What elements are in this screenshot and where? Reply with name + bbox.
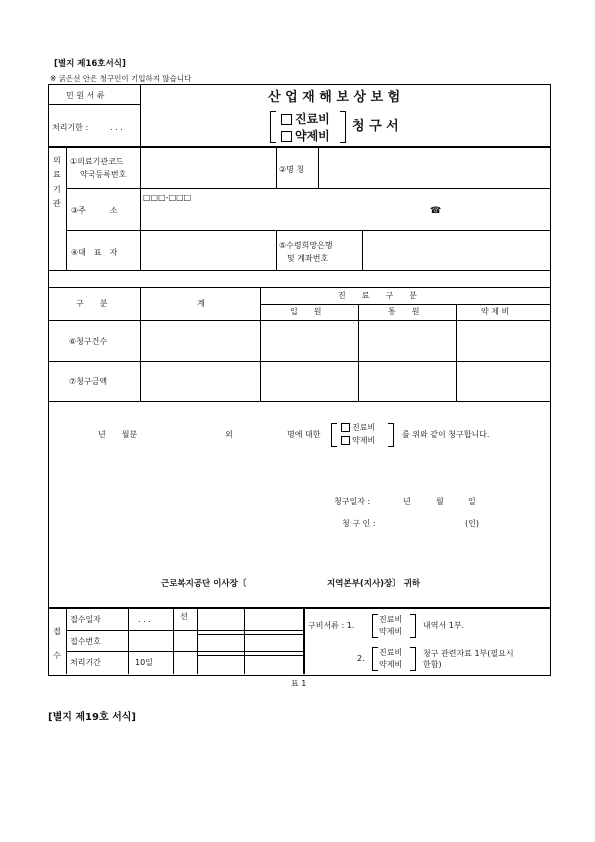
bank-label: ⑤수령희망은행 [279, 241, 333, 250]
row-claim-count: ⑥청구건수 [69, 337, 108, 346]
deadline-dots: . . . [110, 123, 123, 132]
count-outpatient-cell[interactable] [359, 321, 455, 360]
phone-icon: ☎ [430, 206, 442, 216]
representative-label: ④대 표 자 [71, 248, 118, 257]
amount-outpatient-cell[interactable] [359, 362, 455, 400]
next-form-heading: [별지 제19호 서식] [48, 712, 136, 723]
processing-period-label: 처리기간 [70, 658, 101, 667]
doc1-text: 내역서 1부. [423, 621, 465, 630]
bank-account-input[interactable] [363, 231, 549, 269]
required-docs-label: 구비서류 : 1. [308, 621, 355, 630]
claim-date-month: 월 [436, 497, 444, 506]
col-total: 계 [197, 299, 205, 308]
institution-side-label-3: 기 [53, 185, 61, 194]
checkbox-icon[interactable] [341, 436, 350, 445]
claim-date-day: 일 [468, 497, 476, 506]
amount-total-cell[interactable] [141, 362, 259, 400]
statement-suffix: 를 위와 같이 청구합니다. [402, 430, 490, 439]
instruction-note: ※ 굵은선 안은 청구인이 기입하지 않습니다 [50, 74, 192, 83]
addressee-president: 근로복지공단 이사장〔 [161, 579, 247, 589]
address-label: ③주 소 [71, 206, 118, 215]
doc2-text-2: 한함) [423, 660, 442, 669]
col-inpatient: 입 원 [290, 307, 322, 316]
deadline-label: 처리기한 : [52, 123, 89, 132]
col-category: 구 분 [76, 299, 108, 308]
name-input[interactable] [319, 147, 549, 187]
claimant-input[interactable] [392, 516, 462, 530]
col-pharmacy: 약 제 비 [481, 307, 510, 316]
processing-period-value: 10일 [135, 658, 153, 667]
route-line-label: 선 [180, 612, 188, 621]
reception-side-1: 접 [53, 627, 61, 636]
region-input[interactable] [262, 577, 322, 590]
addressee-branch: 지역본부(지사)장〕 귀하 [327, 579, 421, 589]
statement-option-pharmacy[interactable]: 약제비 [341, 435, 375, 446]
institution-side-label-4: 관 [53, 199, 61, 208]
row-claim-amount: ⑦청구금액 [69, 377, 108, 386]
claim-date-label: 청구일자 : [334, 497, 371, 506]
code-label-2: 약국등록번호 [80, 170, 127, 179]
institution-side-label-1: 의 [53, 156, 61, 165]
doc1-option-pharmacy: 약제비 [379, 627, 403, 636]
institution-side-label-2: 료 [53, 170, 61, 179]
title-option-medical[interactable]: 진료비 [281, 110, 330, 127]
col-group-header: 진 료 구 분 [338, 291, 417, 300]
amount-pharmacy-cell[interactable] [457, 362, 549, 400]
doc2-option-medical: 진료비 [379, 648, 403, 657]
page-number: 표 1 [291, 679, 307, 688]
address-input[interactable] [141, 189, 549, 229]
bank-label-2: 및 계좌번호 [287, 254, 329, 263]
checkbox-icon[interactable] [281, 131, 292, 142]
count-total-cell[interactable] [141, 321, 259, 360]
statement-year-month: 년 월분 [98, 430, 138, 439]
doc2-text: 청구 관련자료 1부(필요시 [423, 649, 514, 658]
doc1-option-medical: 진료비 [379, 615, 403, 624]
claim-date-year: 년 [403, 497, 411, 506]
statement-option-medical[interactable]: 진료비 [341, 422, 375, 433]
reception-date-label: 접수일자 [70, 615, 101, 624]
amount-inpatient-cell[interactable] [261, 362, 357, 400]
code-label: ①의료기관코드 [70, 157, 124, 166]
postal-code-hint: □□□-□□□ [143, 193, 192, 202]
count-pharmacy-cell[interactable] [457, 321, 549, 360]
statement-other: 외 [225, 430, 233, 439]
code-input[interactable] [141, 147, 275, 187]
representative-input[interactable] [141, 231, 275, 269]
count-inpatient-cell[interactable] [261, 321, 357, 360]
doc2-option-pharmacy: 약제비 [379, 660, 403, 669]
doc2-number: 2. [357, 654, 365, 663]
col-outpatient: 통 원 [388, 307, 420, 316]
checkbox-icon[interactable] [341, 423, 350, 432]
claimant-label: 청 구 인 : [342, 519, 376, 528]
reception-side-2: 수 [53, 651, 61, 660]
title-option-pharmacy[interactable]: 약제비 [281, 127, 330, 144]
form-title: 산 업 재 해 보 상 보 험 [268, 90, 401, 105]
checkbox-icon[interactable] [281, 114, 292, 125]
name-label: ②명 칭 [279, 165, 305, 174]
attachments-label: 민 원 서 류 [66, 91, 105, 100]
form-number: [별지 제16호서식] [54, 59, 126, 69]
form-title-suffix: 청 구 서 [352, 119, 399, 134]
reception-number-label: 접수번호 [70, 637, 101, 646]
reception-date-dots: . . . [138, 615, 151, 624]
statement-persons: 명에 대한 [287, 430, 321, 439]
seal-mark: (인) [465, 519, 479, 528]
